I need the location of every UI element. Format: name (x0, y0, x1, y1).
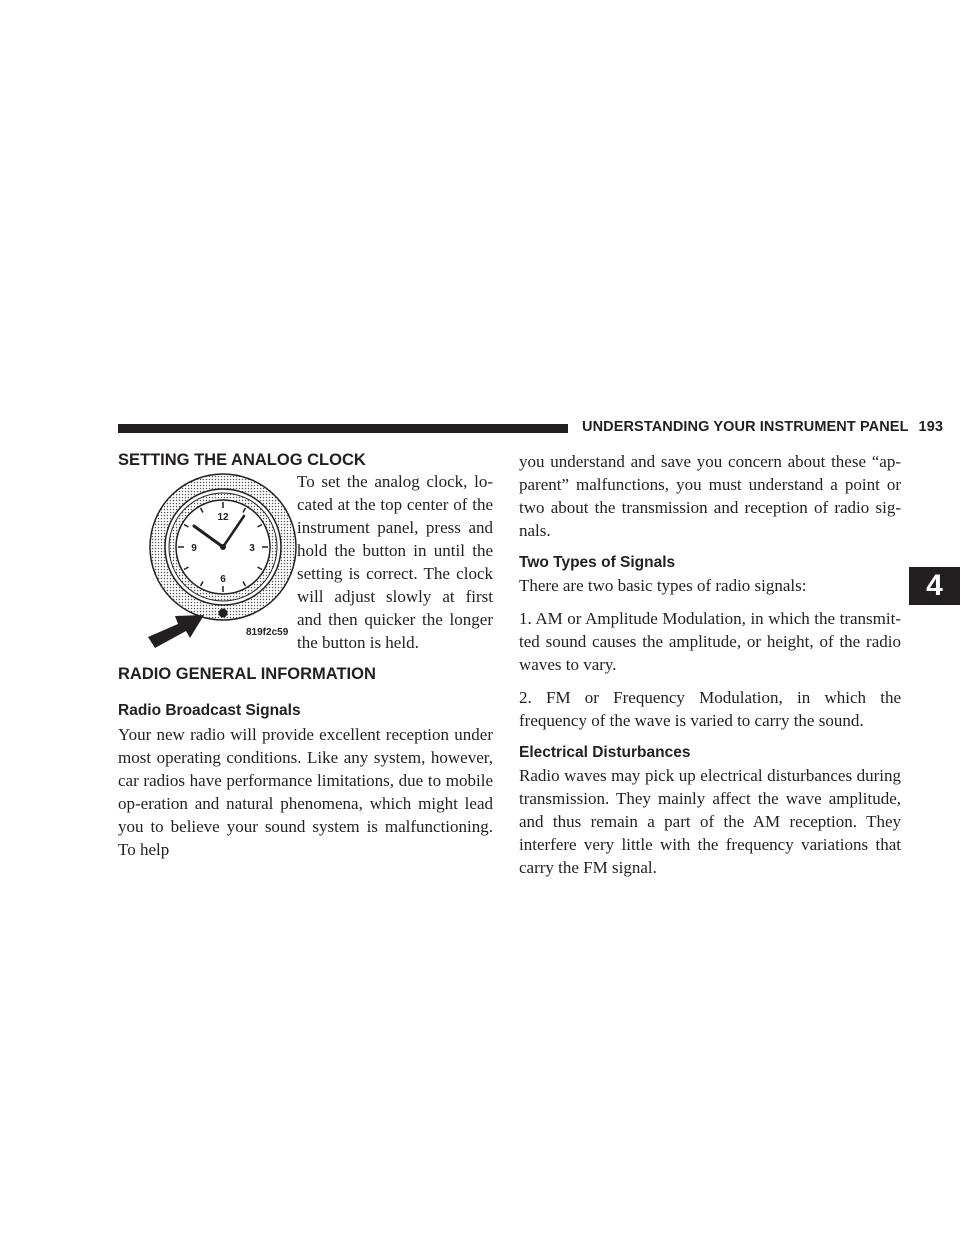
dial-number-3: 3 (249, 543, 255, 554)
continuation-paragraph: you understand and save you concern about these “ap-parent” malfunctions, you must understand a point or two about the transmission and reception of radio sig-nals. (519, 452, 901, 540)
analog-clock-illustration (148, 472, 298, 622)
figure-id: 819f2c59 (246, 627, 289, 638)
clock-instructions: To set the analog clock, lo-cated at the top center of the instrument panel, press and hold the button in until the setting is correct. The clock will adjust slowly at first and then quicker the longer the button is held. (297, 472, 493, 652)
header-rule (118, 424, 568, 433)
signal-item-am: 1. AM or Amplitude Modulation, in which the transmit-ted sound causes the amplitude, or height, of the radio waves to vary. (519, 609, 901, 674)
section-title: UNDERSTANDING YOUR INSTRUMENT PANEL (582, 419, 909, 435)
arrow-icon (146, 611, 206, 649)
electrical-disturbances-paragraph: Radio waves may pick up electrical disturbances during transmission. They mainly affect the wave amplitude, and thus remain a part of the AM reception. They interfere very little with the frequency variations that carry the FM signal. (519, 766, 901, 877)
signal-types-intro: There are two basic types of radio signals: (519, 576, 807, 595)
right-column (519, 450, 901, 879)
dial-number-6: 6 (220, 574, 226, 585)
running-header (582, 419, 943, 435)
clock-heading: SETTING THE ANALOG CLOCK (118, 451, 366, 469)
signal-types-heading: Two Types of Signals (519, 554, 676, 571)
dial-number-12: 12 (217, 512, 229, 523)
dial-number-9: 9 (191, 543, 197, 554)
chapter-tab: 4 (909, 567, 960, 605)
clock-hub (220, 544, 226, 550)
signal-item-fm: 2. FM or Frequency Modulation, in which the frequency of the wave is varied to carry the sound. (519, 688, 901, 730)
electrical-disturbances-heading: Electrical Disturbances (519, 744, 691, 761)
left-column (118, 450, 493, 861)
broadcast-signals-paragraph: Your new radio will provide excellent reception under most operating conditions. Like any system, however, car radios have performance limitations, due to mobile op-eration and natural phenomena, which might lead you to believe your sound system is malfunctioning. To help (118, 725, 493, 859)
broadcast-signals-heading: Radio Broadcast Signals (118, 702, 301, 719)
clock-set-button (219, 609, 228, 618)
page-number: 193 (918, 419, 944, 435)
radio-info-heading: RADIO GENERAL INFORMATION (118, 665, 376, 683)
clock-section (118, 450, 493, 652)
